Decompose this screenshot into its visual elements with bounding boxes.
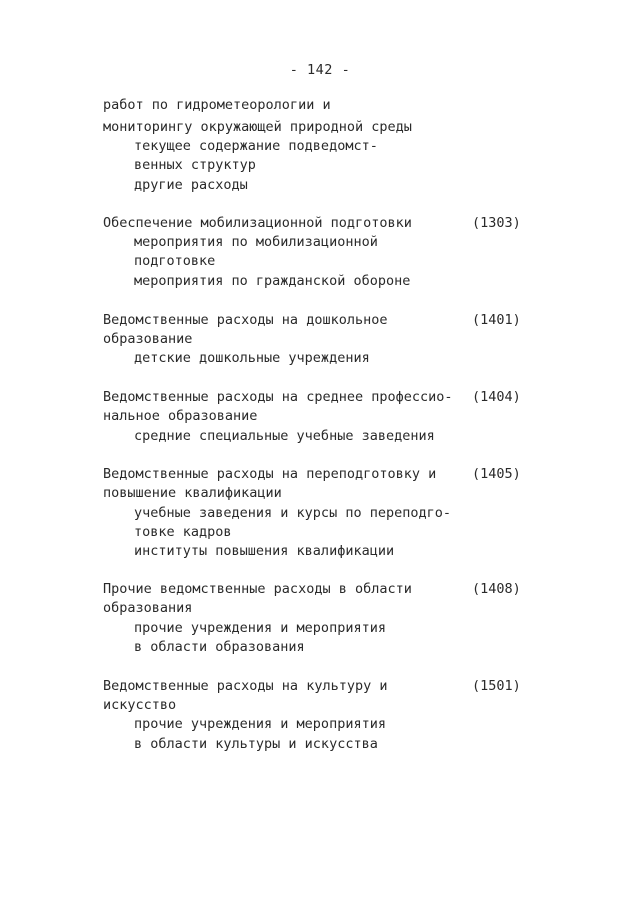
text-line: детские дошкольные учреждения [134, 350, 370, 366]
text-line: в области образования [134, 639, 305, 655]
section-heading: Ведомственные расходы на переподготовку и [103, 466, 437, 482]
section-heading: искусство [103, 697, 177, 713]
section-code: (1401) [472, 312, 521, 328]
section-code: (1408) [472, 581, 521, 597]
section-heading: образования [103, 600, 193, 616]
section-heading: Прочие ведомственные расходы в области [103, 581, 412, 597]
section-heading: повышение квалификации [103, 485, 282, 501]
text-line: другие расходы [134, 177, 248, 193]
text-line: работ по гидрометеорологии и [103, 97, 331, 113]
text-line: учебные заведения и курсы по переподго- [134, 505, 451, 521]
section-code: (1405) [472, 466, 521, 482]
text-line: мониторингу окружающей природной среды [103, 119, 412, 135]
section-heading: образование [103, 331, 193, 347]
section-heading: Ведомственные расходы на дошкольное [103, 312, 388, 328]
section-code: (1303) [472, 215, 521, 231]
text-line: текущее содержание подведомст- [134, 138, 378, 154]
section-code: (1501) [472, 678, 521, 694]
text-line: прочие учреждения и мероприятия [134, 620, 386, 636]
section-code: (1404) [472, 389, 521, 405]
text-line: подготовке [134, 253, 216, 269]
page-number: - 142 - [289, 62, 351, 78]
text-line: товке кадров [134, 524, 232, 540]
section-heading: Ведомственные расходы на культуру и [103, 678, 388, 694]
text-line: средние специальные учебные заведения [134, 428, 435, 444]
text-line: институты повышения квалификации [134, 543, 395, 559]
section-heading: Обеспечение мобилизационной подготовки [103, 215, 412, 231]
text-line: мероприятия по мобилизационной [134, 234, 378, 250]
text-line: прочие учреждения и мероприятия [134, 716, 386, 732]
text-line: в области культуры и искусства [134, 736, 378, 752]
text-line: венных структур [134, 157, 256, 173]
section-heading: Ведомственные расходы на среднее профессио- [103, 389, 453, 405]
section-heading: нальное образование [103, 408, 258, 424]
text-line: мероприятия по гражданской обороне [134, 273, 411, 289]
